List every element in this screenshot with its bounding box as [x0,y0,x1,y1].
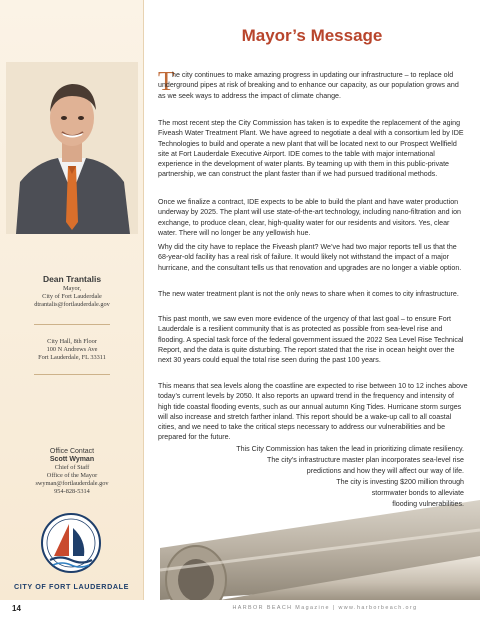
divider [34,324,110,325]
paragraph: Why did the city have to replace the Fiveash plant? We’ve had two major reports tell us that the 68-year-old facility has a real risk of failure. It would likely not withstand the impact of a major hurricane, and the consultant tells us that renovation and upgrades are no longer a viable option. [158,243,462,272]
contact-header: Office Contact [49,448,95,455]
drop-cap: T [158,66,175,96]
contact-email[interactable]: swyman@fortlauderdale.gov [35,480,109,487]
paragraph: The new water treatment plant is not the only news to share when it comes to city infrastructure. [158,290,459,298]
city-seal-logo [40,512,102,574]
paragraph-line: The city’s infrastructure master plan incorporates sea-level rise [267,456,464,464]
address-line: Fort Lauderdale, FL 33311 [38,354,106,361]
contact-phone: 954-828-5314 [54,488,90,495]
paragraph-line: This City Commission has taken the lead in prioritizing climate resiliency. [236,445,464,453]
contact-name: Scott Wyman [49,456,95,463]
paragraph-line: predictions and how they will affect our way of life. [306,467,464,475]
mayor-info [6,274,138,309]
paragraph: The most recent step the City Commission has taken is to expedite the replacement of the aging Fiveash Water Treatment Plant. We have agreed to negotiate a deal with a consortium led by IDE Technologies to build and operate a new plant that will be located next to our Prospect Wellfield site at Fort Lauderdale Executive Airport. IDE comes to the table with major international experience in the development of water plants. By teaming up with them in this public-private partnership, we can construct the plant faster than if we had pursued traditional methods. [158,119,464,179]
paragraph-line: flooding vulnerabilities. [392,500,464,508]
paragraph: he city continues to make amazing progress in updating our infrastructure – to replace old underground pipes at risk of breaking and to enhance our capacity, as our population grows and as we seek ways to address the impact of climate change. [158,71,459,100]
page-number: 14 [12,604,21,613]
mayor-email[interactable]: dtrantalis@fortlauderdale.gov [34,301,110,308]
office-contact [6,448,138,496]
address-line: 100 N Andrews Ave [46,346,98,353]
mayor-portrait [6,62,138,234]
mayor-role: Mayor, [62,285,82,292]
address-line: City Hall, 8th Floor [47,338,97,345]
contact-line: Chief of Staff [54,464,90,471]
paragraph: This past month, we saw even more evidence of the urgency of that last goal – to ensure Fort Lauderdale is a resilient community that is as protected as possible from sea-level rise and flooding. A special task force of the federal government issued the 2022 Sea Level Rise Technical Report, and the data is quite disturbing. The report stated that the rise in ocean height over the next 30 years could equal the total rise seen during the past 100 years. [158,315,464,365]
mayor-org: City of Fort Lauderdale [42,293,102,300]
mayor-name: Dean Trantalis [42,274,102,284]
mayor-portrait-image [6,62,138,234]
paragraph-line: The city is investing $200 million through [336,478,464,486]
paragraph: This means that sea levels along the coastline are expected to rise between 10 to 12 inches above today’s current levels by 2050. It also reports an upward trend in the frequency and intensity of high tide coastal flooding events, such as our annual autumn King Tides. Hurricane storm surges will also increase and stretch farther inland. This report should be a wake-up call to all coastal cities, and we need to take the critical steps necessary to address our vulnerabilities and be prepared for the future. [158,382,468,442]
footer-magazine: HARBOR BEACH Magazine | www.harborbeach.org [232,605,418,611]
office-address [6,338,138,362]
paragraph-line: stormwater bonds to alleviate [371,489,464,497]
sidebar-divider [143,0,144,600]
city-name: CITY OF FORT LAUDERDALE [13,582,130,591]
page-title: Mayor’s Message [241,26,383,45]
paragraph: Once we finalize a contract, IDE expects to be able to build the plant and have water production underway by 2025. The plant will use state-of-the-art technology, including nano-filtration and ion exchange, to produce clean, clear, high-quality water for our residents and visitors. Yes, clear water. There will no longer be any yellowish hue. [158,198,461,237]
divider [34,374,110,375]
contact-line: Office of the Mayor [46,472,98,479]
